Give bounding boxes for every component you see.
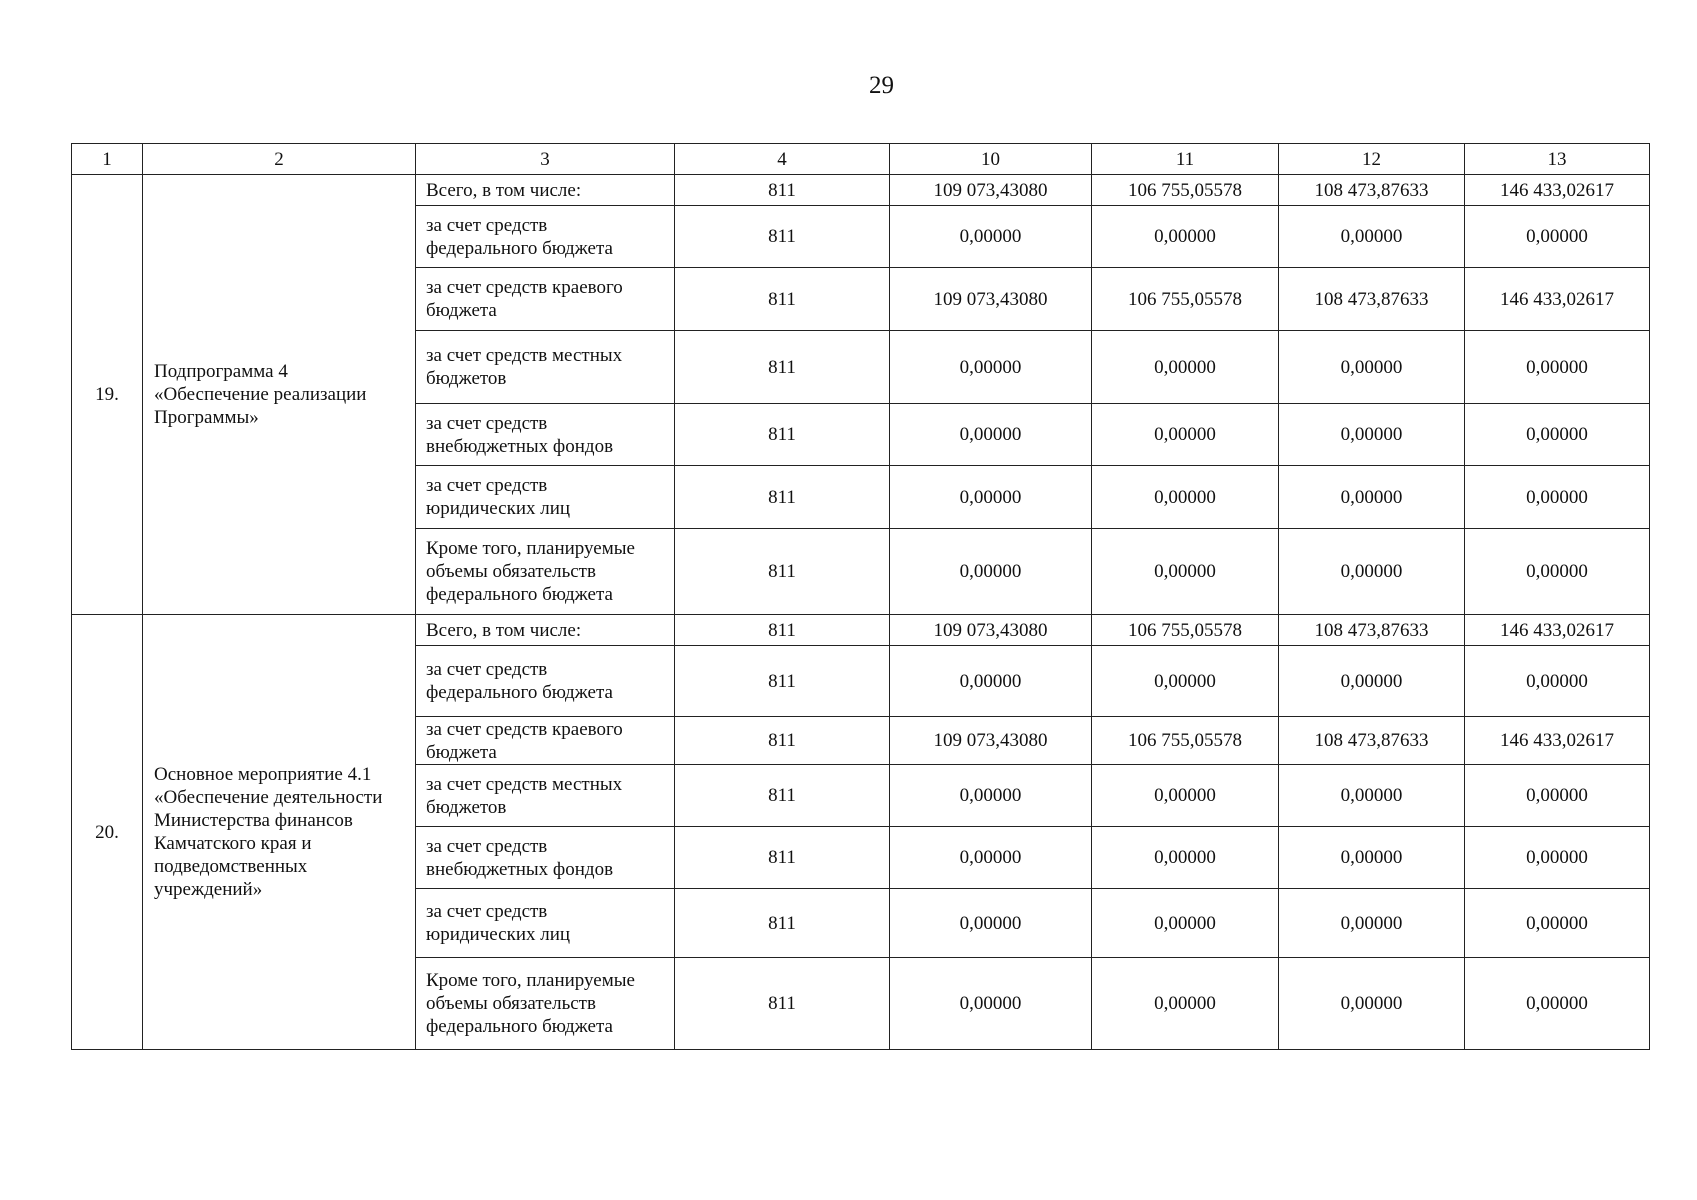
value-cell-13: 146 433,02617	[1465, 175, 1650, 206]
header-cell: 11	[1092, 144, 1279, 175]
code-cell: 811	[675, 889, 890, 958]
value-cell-10: 109 073,43080	[890, 717, 1092, 765]
value-cell-13: 0,00000	[1465, 466, 1650, 529]
value-cell-12: 0,00000	[1279, 889, 1465, 958]
value-cell-10: 0,00000	[890, 404, 1092, 466]
funding-source-cell: за счет средств федерального бюджета	[416, 206, 675, 268]
budget-table	[71, 143, 1650, 1050]
code-cell: 811	[675, 529, 890, 615]
code-cell: 811	[675, 175, 890, 206]
value-cell-11: 0,00000	[1092, 958, 1279, 1050]
funding-source-cell: за счет средств местных бюджетов	[416, 765, 675, 827]
header-cell: 4	[675, 144, 890, 175]
value-cell-11: 106 755,05578	[1092, 615, 1279, 646]
value-cell-11: 106 755,05578	[1092, 717, 1279, 765]
value-cell-13: 0,00000	[1465, 889, 1650, 958]
code-cell: 811	[675, 765, 890, 827]
value-cell-12: 108 473,87633	[1279, 717, 1465, 765]
funding-source-cell: Кроме того, планируемые объемы обязательств федерального бюджета	[416, 529, 675, 615]
header-cell: 1	[72, 144, 143, 175]
value-cell-11: 0,00000	[1092, 466, 1279, 529]
header-cell: 10	[890, 144, 1092, 175]
value-cell-11: 0,00000	[1092, 404, 1279, 466]
table-row	[72, 175, 1650, 206]
value-cell-12: 0,00000	[1279, 827, 1465, 889]
value-cell-12: 0,00000	[1279, 404, 1465, 466]
value-cell-13: 0,00000	[1465, 958, 1650, 1050]
funding-source-cell: Всего, в том числе:	[416, 615, 675, 646]
funding-source-cell: за счет средств юридических лиц	[416, 889, 675, 958]
value-cell-10: 0,00000	[890, 331, 1092, 404]
value-cell-12: 108 473,87633	[1279, 615, 1465, 646]
header-cell: 12	[1279, 144, 1465, 175]
program-name-cell: Подпрограмма 4 «Обеспечение реализации Программы»	[143, 175, 416, 615]
row-number-cell: 19.	[72, 175, 143, 615]
value-cell-12: 0,00000	[1279, 529, 1465, 615]
code-cell: 811	[675, 404, 890, 466]
funding-source-cell: за счет средств юридических лиц	[416, 466, 675, 529]
value-cell-10: 0,00000	[890, 889, 1092, 958]
value-cell-10: 0,00000	[890, 466, 1092, 529]
value-cell-10: 0,00000	[890, 529, 1092, 615]
value-cell-13: 0,00000	[1465, 529, 1650, 615]
value-cell-13: 0,00000	[1465, 646, 1650, 717]
funding-source-cell: Кроме того, планируемые объемы обязательств федерального бюджета	[416, 958, 675, 1050]
value-cell-10: 109 073,43080	[890, 175, 1092, 206]
code-cell: 811	[675, 615, 890, 646]
code-cell: 811	[675, 466, 890, 529]
value-cell-12: 0,00000	[1279, 765, 1465, 827]
funding-source-cell: за счет средств краевого бюджета	[416, 717, 675, 765]
code-cell: 811	[675, 268, 890, 331]
code-cell: 811	[675, 827, 890, 889]
code-cell: 811	[675, 646, 890, 717]
code-cell: 811	[675, 958, 890, 1050]
value-cell-11: 0,00000	[1092, 827, 1279, 889]
value-cell-11: 0,00000	[1092, 765, 1279, 827]
value-cell-13: 0,00000	[1465, 765, 1650, 827]
funding-source-cell: за счет средств краевого бюджета	[416, 268, 675, 331]
value-cell-11: 0,00000	[1092, 206, 1279, 268]
value-cell-10: 109 073,43080	[890, 268, 1092, 331]
value-cell-13: 0,00000	[1465, 206, 1650, 268]
value-cell-11: 106 755,05578	[1092, 268, 1279, 331]
row-number-cell: 20.	[72, 615, 143, 1050]
value-cell-10: 109 073,43080	[890, 615, 1092, 646]
value-cell-11: 106 755,05578	[1092, 175, 1279, 206]
value-cell-13: 146 433,02617	[1465, 268, 1650, 331]
code-cell: 811	[675, 331, 890, 404]
value-cell-13: 0,00000	[1465, 404, 1650, 466]
funding-source-cell: за счет средств федерального бюджета	[416, 646, 675, 717]
value-cell-12: 0,00000	[1279, 206, 1465, 268]
value-cell-12: 108 473,87633	[1279, 175, 1465, 206]
header-row	[72, 144, 1650, 175]
funding-source-cell: Всего, в том числе:	[416, 175, 675, 206]
value-cell-11: 0,00000	[1092, 889, 1279, 958]
value-cell-12: 0,00000	[1279, 331, 1465, 404]
value-cell-10: 0,00000	[890, 646, 1092, 717]
table-row	[72, 615, 1650, 646]
program-name-cell: Основное мероприятие 4.1 «Обеспечение деятельности Министерства финансов Камчатского края и подведомственных учреждений»	[143, 615, 416, 1050]
value-cell-11: 0,00000	[1092, 646, 1279, 717]
funding-source-cell: за счет средств местных бюджетов	[416, 331, 675, 404]
value-cell-12: 0,00000	[1279, 646, 1465, 717]
value-cell-12: 0,00000	[1279, 466, 1465, 529]
value-cell-12: 108 473,87633	[1279, 268, 1465, 331]
page-number: 29	[869, 72, 894, 99]
value-cell-13: 0,00000	[1465, 331, 1650, 404]
header-cell: 13	[1465, 144, 1650, 175]
value-cell-11: 0,00000	[1092, 331, 1279, 404]
value-cell-10: 0,00000	[890, 958, 1092, 1050]
value-cell-10: 0,00000	[890, 765, 1092, 827]
header-cell: 3	[416, 144, 675, 175]
value-cell-13: 146 433,02617	[1465, 615, 1650, 646]
value-cell-12: 0,00000	[1279, 958, 1465, 1050]
value-cell-13: 0,00000	[1465, 827, 1650, 889]
header-cell: 2	[143, 144, 416, 175]
code-cell: 811	[675, 717, 890, 765]
value-cell-13: 146 433,02617	[1465, 717, 1650, 765]
funding-source-cell: за счет средств внебюджетных фондов	[416, 404, 675, 466]
value-cell-10: 0,00000	[890, 827, 1092, 889]
code-cell: 811	[675, 206, 890, 268]
value-cell-11: 0,00000	[1092, 529, 1279, 615]
funding-source-cell: за счет средств внебюджетных фондов	[416, 827, 675, 889]
value-cell-10: 0,00000	[890, 206, 1092, 268]
